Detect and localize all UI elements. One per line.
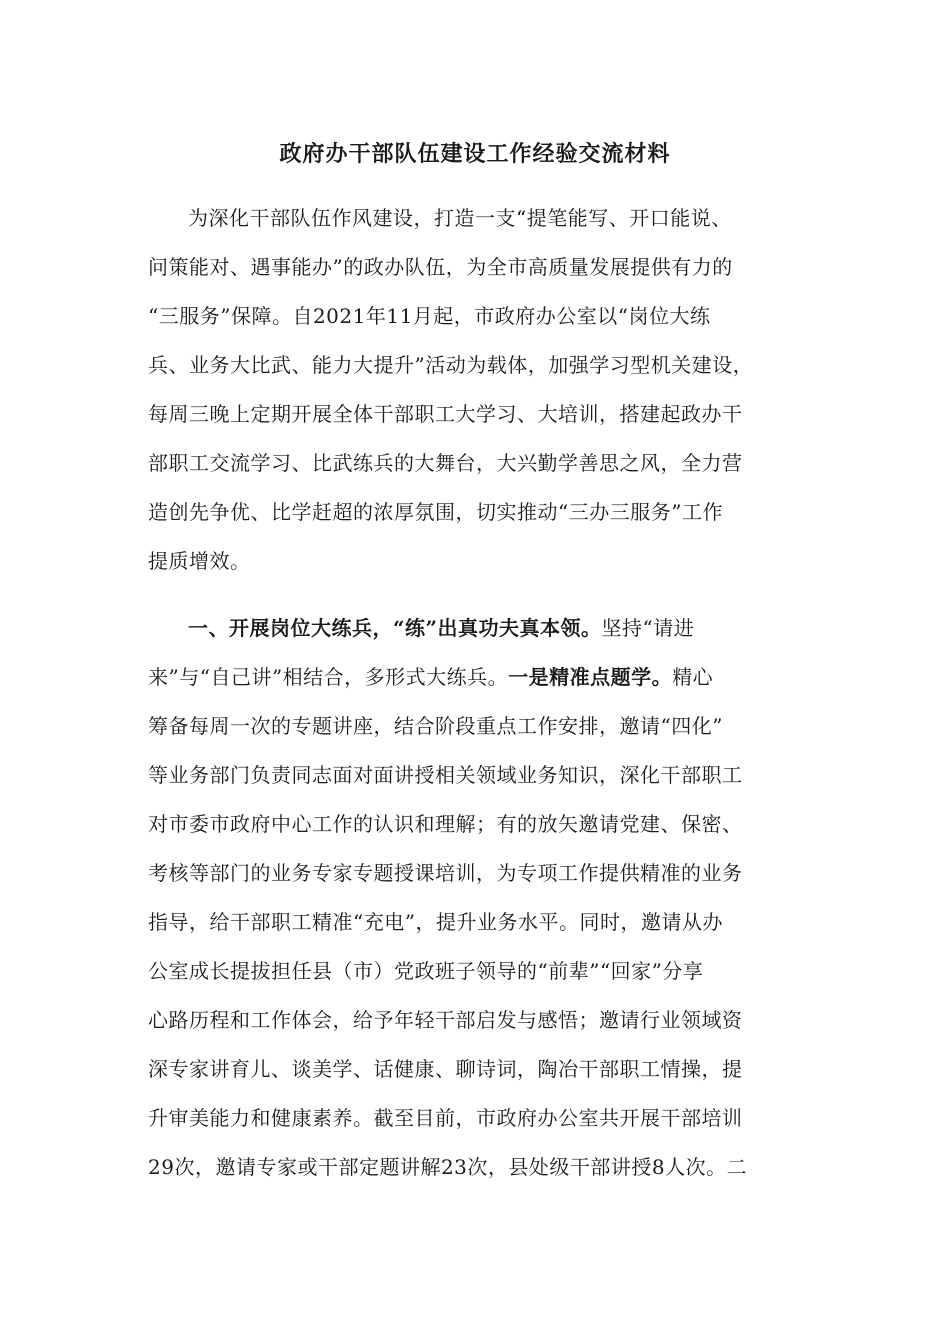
section-heading: 一、开展岗位大练兵，“练”出真功夫真本领。 bbox=[188, 616, 602, 640]
paragraph-line: 部职工交流学习、比武练兵的大舞台，大兴勤学善思之风，全力营 bbox=[148, 451, 743, 475]
paragraph-line bbox=[188, 610, 808, 646]
subsection-heading: 一是精准点题学。 bbox=[508, 665, 673, 689]
paragraph-line: 等业务部门负责同志面对面讲授相关领域业务知识，深化干部职工 bbox=[148, 763, 743, 787]
paragraph-line: 为深化干部队伍作风建设，打造一支“提笔能写、开口能说、 bbox=[188, 206, 732, 230]
paragraph-line: 心路历程和工作体会，给予年轻干部启发与感悟；邀请行业领域资 bbox=[148, 1008, 743, 1032]
paragraph-line: 升审美能力和健康素养。截至目前，市政府办公室共开展干部培训 bbox=[148, 1106, 743, 1130]
inline-text: 坚持“请进 bbox=[601, 616, 695, 640]
paragraph-line: 每周三晚上定期开展全体干部职工大学习、大培训，搭建起政办干 bbox=[148, 402, 743, 426]
paragraph-line: 29次，邀请专家或干部定题讲解23次，县处级干部讲授8人次。二 bbox=[148, 1155, 748, 1179]
paragraph-line: 指导，给干部职工精准“充电”，提升业务水平。同时，邀请从办 bbox=[148, 910, 723, 934]
paragraph-line: 提质增效。 bbox=[148, 549, 251, 573]
paragraph-line: 公室成长提拔担任县（市）党政班子领导的“前辈”“回家”分享 bbox=[148, 959, 704, 983]
paragraph-line: 问策能对、遇事能办”的政办队伍，为全市高质量发展提供有力的 bbox=[148, 255, 733, 279]
paragraph-line: 考核等部门的业务专家专题授课培训，为专项工作提供精准的业务 bbox=[148, 861, 743, 885]
document-title: 政府办干部队伍建设工作经验交流材料 bbox=[279, 141, 671, 167]
inline-text: 精心 bbox=[672, 665, 714, 689]
paragraph-line: 兵、业务大比武、能力大提升”活动为载体，加强学习型机关建设， bbox=[148, 353, 754, 377]
paragraph-line: 对市委市政府中心工作的认识和理解；有的放矢邀请党建、保密、 bbox=[148, 812, 743, 836]
paragraph-line bbox=[148, 659, 808, 695]
paragraph-line: 深专家讲育儿、谈美学、话健康、聊诗词，陶冶干部职工情操，提 bbox=[148, 1057, 743, 1081]
paragraph-line: “三服务”保障。自2021年11月起，市政府办公室以“岗位大练 bbox=[148, 304, 711, 328]
inline-text: 来”与“自己讲”相结合，多形式大练兵。 bbox=[148, 665, 509, 689]
paragraph-line: 造创先争优、比学赶超的浓厚氛围，切实推动“三办三服务”工作 bbox=[148, 500, 723, 524]
paragraph-line: 筹备每周一次的专题讲座，结合阶段重点工作安排，邀请“四化” bbox=[148, 714, 723, 738]
